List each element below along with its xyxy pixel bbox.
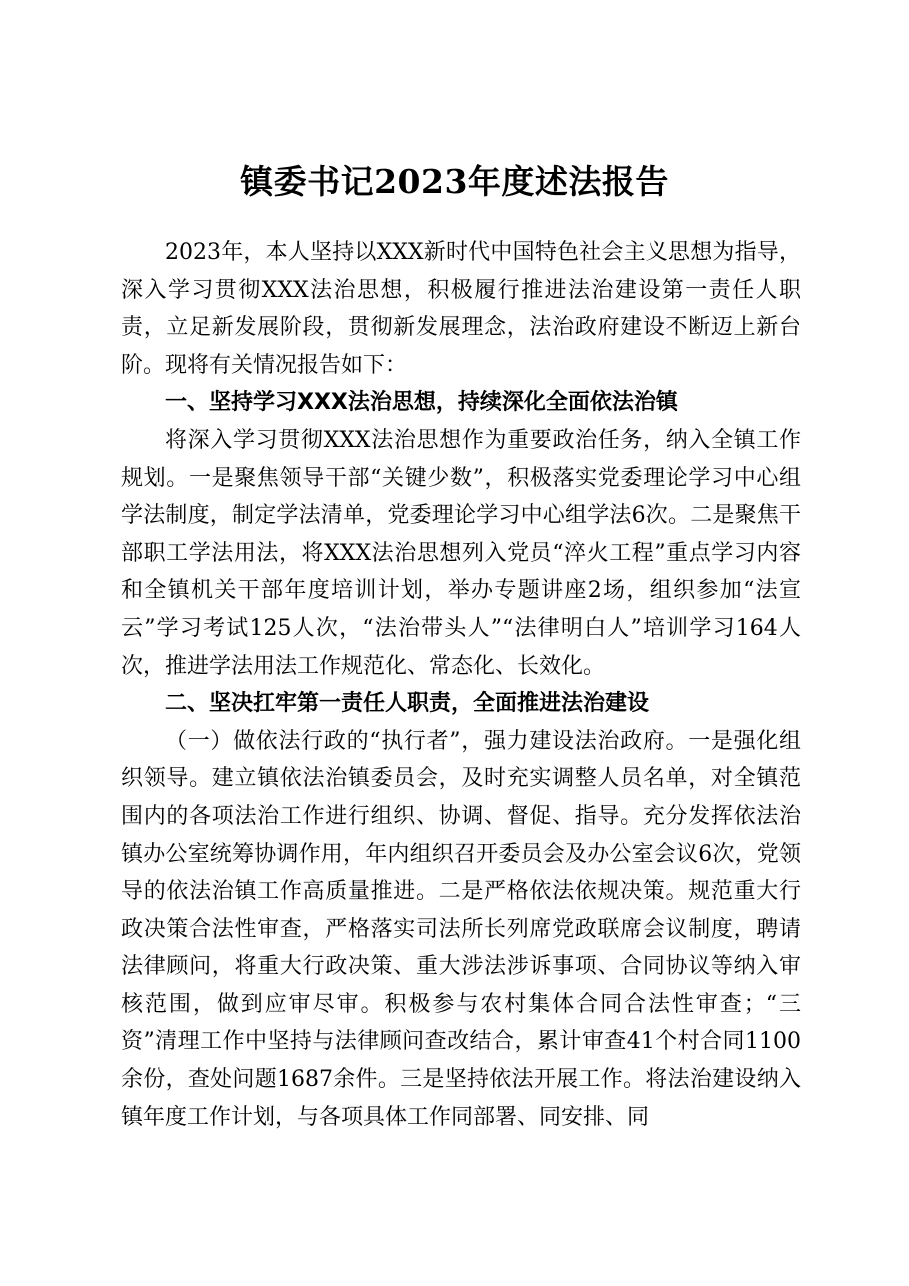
section-1-heading: 一、坚持学习XXX法治思想，持续深化全面依法治镇 bbox=[165, 390, 678, 416]
section-1-paragraph: 将深入学习贯彻XXX法治思想作为重要政治任务，纳入全镇工作规划。一是聚焦领导干部“关键少数”，积极落实党委理论学习中心组学法制度，制定学法清单，党委理论学习中心组学法6次。二是聚焦干部职工学法用法，将XXX法治思想列入党员“淬火工程”重点学习内容和全镇机关干部年度培训计划，举办专题讲座2场，组织参加“法宣云”学习考试125人次，“法治带头人”“法律明白人”培训学习164人次，推进学法用法工作规范化、常态化、长效化。 bbox=[121, 427, 801, 679]
document-body bbox=[121, 234, 801, 1136]
document-title: 镇委书记2023年度述法报告 bbox=[240, 162, 669, 201]
intro-paragraph: 2023年，本人坚持以XXX新时代中国特色社会主义思想为指导，深入学习贯彻XXX法治思想，积极履行推进法治建设第一责任人职责，立足新发展阶段，贯彻新发展理念，法治政府建设不断迈上新台阶。现将有关情况报告如下： bbox=[121, 240, 801, 378]
section-2-paragraph: （一）做依法行政的“执行者”，强力建设法治政府。一是强化组织领导。建立镇依法治镇委员会，及时充实调整人员名单，对全镇范围内的各项法治工作进行组织、协调、督促、指导。充分发挥依法治镇办公室统筹协调作用，年内组织召开委员会及办公室会议6次，党领导的依法治镇工作高质量推进。二是严格依法依规决策。规范重大行政决策合法性审查，严格落实司法所长列席党政联席会议制度，聘请法律顾问，将重大行政决策、重大涉法涉诉事项、合同协议等纳入审核范围，做到应审尽审。积极参与农村集体合同合法性审查；“三资”清理工作中坚持与法律顾问查改结合，累计审查41个村合同1100余份，查处问题1687余件。三是坚持依法开展工作。将法治建设纳入镇年度工作计划，与各项具体工作同部署、同安排、同 bbox=[121, 728, 801, 1130]
section-2-heading: 二、坚决扛牢第一责任人职责，全面推进法治建设 bbox=[165, 691, 650, 717]
